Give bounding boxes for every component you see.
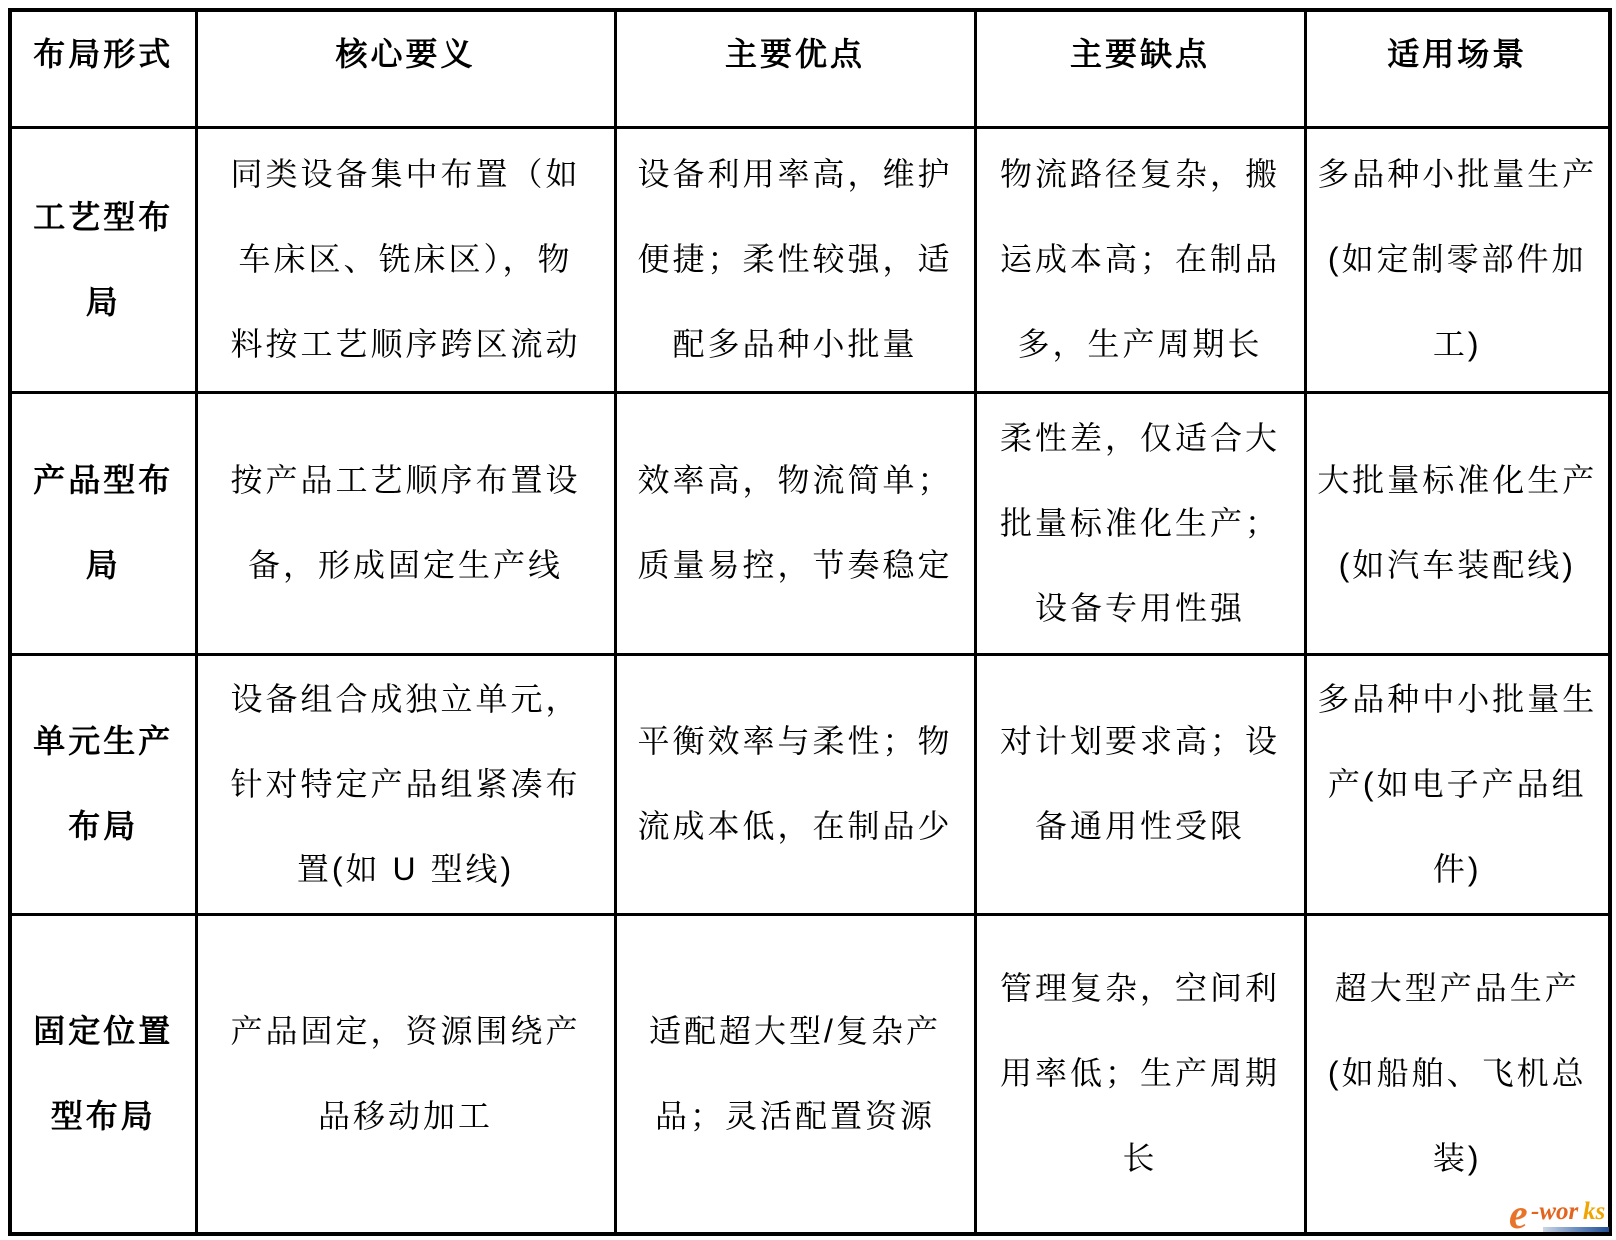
cell-fixed-cons: 管理复杂，空间利用率低；生产周期长 xyxy=(975,914,1305,1234)
cell-cellular-cons: 对计划要求高；设备通用性受限 xyxy=(975,654,1305,914)
cell-process-cons: 物流路径复杂，搬运成本高；在制品多，生产周期长 xyxy=(975,127,1305,392)
cell-process-scene: 多品种小批量生产(如定制零部件加工) xyxy=(1305,127,1610,392)
header-applicable-scenarios: 适用场景 xyxy=(1305,10,1610,127)
row-label-product-layout: 产品型布局 xyxy=(10,392,196,654)
cell-cellular-core: 设备组合成独立单元，针对特定产品组紧凑布置(如 U 型线) xyxy=(196,654,615,914)
table-row-product-layout xyxy=(10,392,1610,654)
header-row xyxy=(10,10,1610,127)
row-label-fixed-position-layout: 固定位置型布局 xyxy=(10,914,196,1234)
cell-product-cons: 柔性差，仅适合大批量标准化生产；设备专用性强 xyxy=(975,392,1305,654)
cell-cellular-pros: 平衡效率与柔性；物流成本低，在制品少 xyxy=(615,654,975,914)
eworks-logo xyxy=(1509,1192,1609,1238)
header-main-disadvantages: 主要缺点 xyxy=(975,10,1305,127)
eworks-underline-bar xyxy=(1543,1227,1609,1232)
table-row-fixed-position-layout xyxy=(10,914,1610,1234)
table-row-cell-layout xyxy=(10,654,1610,914)
cell-fixed-pros: 适配超大型/复杂产品；灵活配置资源 xyxy=(615,914,975,1234)
table-row-process-layout xyxy=(10,127,1610,392)
layout-comparison-table xyxy=(8,8,1612,1236)
cell-fixed-scene: 超大型产品生产(如船舶、飞机总装) xyxy=(1305,914,1610,1234)
cell-process-core: 同类设备集中布置（如车床区、铣床区），物料按工艺顺序跨区流动 xyxy=(196,127,615,392)
cell-cellular-scene: 多品种中小批量生产(如电子产品组件) xyxy=(1305,654,1610,914)
cell-process-pros: 设备利用率高，维护便捷；柔性较强，适配多品种小批量 xyxy=(615,127,975,392)
eworks-logo-text-wor: -wor xyxy=(1531,1198,1579,1225)
row-label-process-layout: 工艺型布局 xyxy=(10,127,196,392)
eworks-e-icon: e xyxy=(1509,1192,1528,1238)
row-label-cell-layout: 单元生产布局 xyxy=(10,654,196,914)
eworks-logo-text-ks: ks xyxy=(1583,1198,1606,1225)
cell-product-core: 按产品工艺顺序布置设备，形成固定生产线 xyxy=(196,392,615,654)
cell-product-pros: 效率高，物流简单；质量易控，节奏稳定 xyxy=(615,392,975,654)
cell-product-scene: 大批量标准化生产(如汽车装配线) xyxy=(1305,392,1610,654)
header-core-essence: 核心要义 xyxy=(196,10,615,127)
cell-fixed-core: 产品固定，资源围绕产品移动加工 xyxy=(196,914,615,1234)
header-main-advantages: 主要优点 xyxy=(615,10,975,127)
header-layout-form: 布局形式 xyxy=(10,10,196,127)
